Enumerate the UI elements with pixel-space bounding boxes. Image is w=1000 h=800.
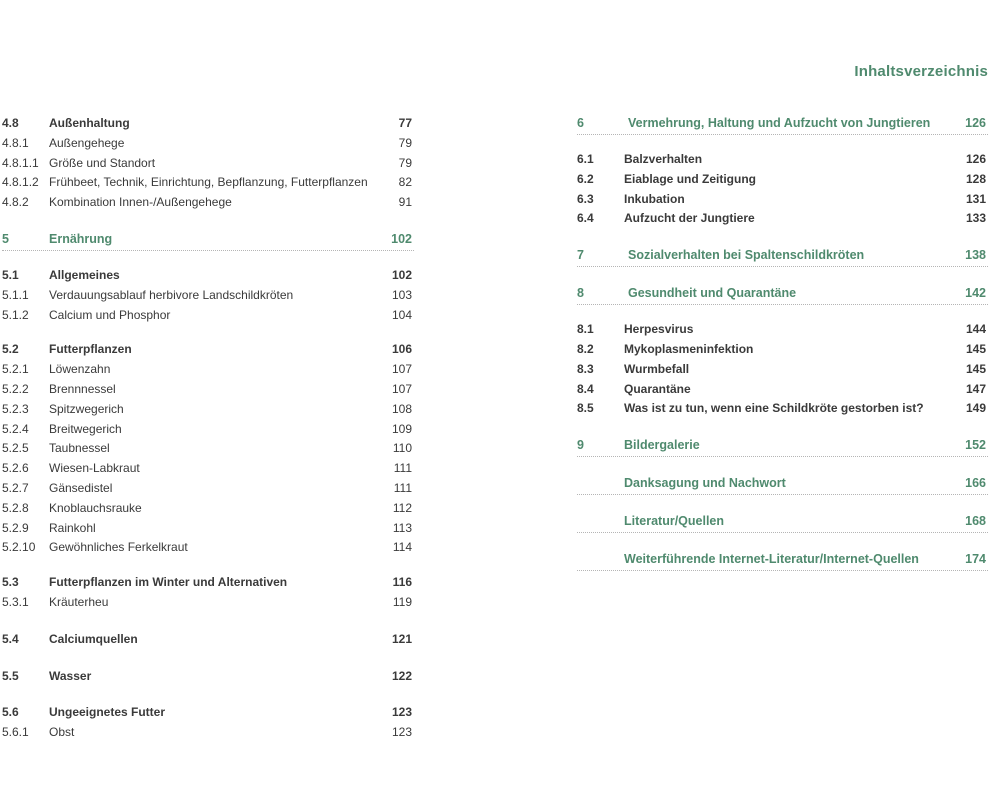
toc-number: 8.2: [577, 341, 594, 356]
toc-page: 123: [391, 725, 412, 740]
toc-title: Balzverhalten: [624, 152, 703, 166]
toc-page: 114: [392, 540, 412, 555]
toc-title: Herpesvirus: [624, 322, 694, 337]
toc-entry[interactable]: [2, 306, 414, 326]
toc-number: 5.4: [2, 631, 19, 646]
toc-chapter-heading[interactable]: [577, 284, 988, 305]
toc-entry[interactable]: [2, 573, 414, 593]
toc-number: 5.6: [2, 705, 19, 720]
toc-entry[interactable]: [2, 667, 414, 687]
toc-number: 5: [2, 231, 9, 246]
toc-title: Quarantäne: [624, 381, 691, 396]
toc-page: 102: [391, 267, 412, 282]
toc-number: 5.2.5: [2, 441, 29, 456]
toc-entry[interactable]: [2, 459, 414, 479]
toc-number: 5.2.9: [2, 520, 29, 535]
toc-number: 5.2.3: [2, 401, 29, 416]
toc-number: 6: [577, 116, 584, 130]
toc-page: 147: [965, 381, 986, 396]
toc-title: Ernährung: [49, 231, 113, 246]
toc-title: Calciumquellen: [49, 631, 138, 646]
toc-page: 102: [391, 231, 412, 246]
toc-number: 7: [577, 248, 584, 263]
page-title: Inhaltsverzeichnis: [854, 63, 988, 80]
toc-number: 8.3: [577, 361, 594, 376]
toc-title: Breitwegerich: [49, 421, 122, 436]
toc-title: Außengehege: [49, 135, 125, 150]
toc-entry[interactable]: [577, 360, 988, 380]
toc-entry[interactable]: [2, 420, 414, 440]
toc-title: Danksagung und Nachwort: [624, 476, 786, 491]
toc-page: 113: [392, 520, 412, 535]
toc-number: 5.1.1: [2, 287, 29, 302]
toc-number: 4.8.1: [2, 135, 29, 150]
toc-title: Löwenzahn: [49, 362, 111, 377]
toc-number: 5.2.4: [2, 421, 29, 436]
toc-number: 5.5: [2, 668, 19, 683]
toc-entry[interactable]: [577, 320, 988, 340]
toc-page: 108: [391, 401, 412, 416]
toc-number: 6.1: [577, 152, 594, 166]
toc-page: 91: [398, 195, 412, 210]
toc-number: 5.6.1: [2, 725, 29, 740]
toc-entry[interactable]: [577, 380, 988, 400]
toc-entry[interactable]: [2, 173, 414, 193]
toc-page: 138: [965, 248, 986, 263]
toc-title: Sozialverhalten bei Spaltenschildkröten: [628, 248, 865, 263]
toc-page: 111: [393, 461, 412, 476]
toc-entry[interactable]: [2, 593, 414, 613]
toc-chapter-heading[interactable]: [577, 512, 988, 533]
toc-number: 5.2.8: [2, 500, 29, 515]
toc-page: 103: [391, 287, 412, 302]
toc-page: 109: [391, 421, 412, 436]
toc-page: 112: [392, 500, 412, 515]
toc-number: 6.4: [577, 211, 594, 226]
toc-number: 8.4: [577, 381, 594, 396]
toc-page: 126: [965, 152, 986, 166]
toc-chapter-heading[interactable]: [577, 114, 988, 135]
toc-title: Frühbeet, Technik, Einrichtung, Bepflanzung, Futterpflanzen: [49, 175, 368, 190]
toc-left-column: [2, 114, 414, 743]
toc-page: 123: [391, 705, 412, 720]
toc-number: 8: [577, 286, 584, 301]
toc-page: 116: [392, 575, 412, 590]
toc-entry[interactable]: [2, 703, 414, 723]
toc-entry[interactable]: [2, 439, 414, 459]
toc-title: Obst: [49, 725, 75, 740]
toc-page: 107: [391, 362, 412, 377]
toc-entry[interactable]: [2, 723, 414, 743]
toc-title: Wiesen-Labkraut: [49, 461, 140, 476]
toc-number: 5.2.7: [2, 480, 29, 495]
toc-page: 122: [391, 668, 412, 683]
toc-entry[interactable]: [2, 479, 414, 499]
toc-entry[interactable]: [2, 499, 414, 519]
toc-title: Größe und Standort: [49, 155, 156, 170]
toc-number: 4.8.1.2: [2, 175, 39, 190]
toc-entry[interactable]: [2, 360, 414, 380]
toc-page: 142: [965, 286, 986, 301]
toc-page: 145: [965, 341, 986, 356]
toc-title: Kräuterheu: [49, 594, 109, 609]
toc-chapter-heading[interactable]: [577, 550, 988, 571]
toc-title: Außenhaltung: [49, 116, 130, 130]
toc-number: 5.2.1: [2, 362, 29, 377]
toc-number: 5.2: [2, 342, 19, 357]
toc-entry[interactable]: [2, 519, 414, 539]
toc-number: 8.5: [577, 401, 594, 416]
toc-chapter-heading[interactable]: [577, 436, 988, 457]
toc-entry[interactable]: [577, 209, 988, 229]
toc-title: Taubnessel: [49, 441, 110, 456]
toc-page: 77: [398, 116, 412, 130]
toc-title: Kombination Innen-/Außengehege: [49, 195, 232, 210]
toc-entry[interactable]: [2, 154, 414, 174]
toc-entry[interactable]: [2, 380, 414, 400]
toc-title: Wurmbefall: [624, 361, 690, 376]
toc-title: Inkubation: [624, 191, 685, 206]
toc-entry[interactable]: [577, 190, 988, 210]
toc-number: 5.3: [2, 575, 19, 590]
toc-title: Spitzwegerich: [49, 401, 124, 416]
toc-title: Gewöhnliches Ferkelkraut: [49, 540, 188, 555]
toc-title: Was ist zu tun, wenn eine Schildkröte gestorben ist?: [624, 401, 924, 416]
toc-entry[interactable]: [2, 266, 414, 286]
toc-entry[interactable]: [577, 340, 988, 360]
toc-entry[interactable]: [577, 150, 988, 170]
toc-chapter-heading[interactable]: [577, 474, 988, 495]
toc-title: Vermehrung, Haltung und Aufzucht von Jungtieren: [628, 116, 931, 130]
toc-page: 111: [393, 480, 412, 495]
toc-page: 144: [965, 322, 986, 337]
toc-page: 168: [965, 514, 986, 529]
toc-title: Mykoplasmeninfektion: [624, 341, 754, 356]
toc-page: 133: [965, 211, 986, 226]
toc-title: Eiablage und Zeitigung: [624, 171, 756, 186]
toc-title: Aufzucht der Jungtiere: [624, 211, 755, 226]
toc-page: 82: [398, 175, 412, 190]
toc-number: 5.3.1: [2, 594, 29, 609]
toc-number: 5.2.10: [2, 540, 36, 555]
toc-title: Brennnessel: [49, 381, 116, 396]
toc-title: Wasser: [49, 668, 92, 683]
toc-title: Calcium und Phosphor: [49, 307, 171, 322]
toc-number: 9: [577, 438, 584, 453]
toc-page: 106: [391, 342, 412, 357]
toc-number: 5.1.2: [2, 307, 29, 322]
toc-number: 5.2.6: [2, 461, 29, 476]
toc-page: 104: [391, 307, 412, 322]
toc-page: 128: [965, 171, 986, 186]
toc-number: 4.8: [2, 116, 19, 130]
toc-entry[interactable]: [2, 538, 414, 558]
toc-page: 131: [965, 191, 986, 206]
toc-number: 4.8.2: [2, 195, 29, 210]
toc-entry[interactable]: [577, 170, 988, 190]
toc-page: 107: [391, 381, 412, 396]
toc-number: 6.3: [577, 191, 594, 206]
toc-page: 152: [965, 438, 986, 453]
toc-page: 166: [965, 476, 986, 491]
toc-title: Verdauungsablauf herbivore Landschildkröten: [49, 287, 294, 302]
toc-title: Ungeeignetes Futter: [49, 705, 166, 720]
toc-entry[interactable]: [2, 400, 414, 420]
toc-page: 149: [965, 401, 986, 416]
toc-entry[interactable]: [2, 134, 414, 154]
toc-entry[interactable]: [2, 114, 414, 134]
toc-entry[interactable]: [2, 193, 414, 213]
toc-title: Gänsedistel: [49, 480, 113, 495]
toc-page: 145: [965, 361, 986, 376]
toc-number: 8.1: [577, 322, 594, 337]
toc-page: 79: [398, 135, 412, 150]
toc-entry[interactable]: [2, 340, 414, 360]
toc-page: 174: [965, 552, 986, 567]
toc-title: Rainkohl: [49, 520, 96, 535]
toc-title: Knoblauchsrauke: [49, 500, 142, 515]
toc-chapter-heading[interactable]: [2, 230, 414, 251]
toc-chapter-heading[interactable]: [577, 246, 988, 267]
toc-entry[interactable]: [2, 630, 414, 650]
toc-entry[interactable]: [2, 286, 414, 306]
toc-number: 6.2: [577, 171, 594, 186]
toc-title: Gesundheit und Quarantäne: [628, 286, 797, 301]
toc-title: Futterpflanzen: [49, 342, 132, 357]
toc-number: 5.2.2: [2, 381, 29, 396]
toc-number: 5.1: [2, 267, 19, 282]
toc-page: 119: [392, 594, 412, 609]
toc-page: 126: [965, 116, 986, 130]
toc-title: Allgemeines: [49, 267, 120, 282]
toc-right-column: [577, 114, 988, 571]
toc-title: Futterpflanzen im Winter und Alternativen: [49, 575, 288, 590]
toc-page: 110: [392, 441, 412, 456]
toc-number: 4.8.1.1: [2, 155, 39, 170]
toc-title: Weiterführende Internet-Literatur/Internet-Quellen: [624, 552, 919, 567]
toc-page: 121: [391, 631, 412, 646]
toc-page: 79: [398, 155, 412, 170]
toc-entry[interactable]: [577, 399, 988, 419]
toc-title: Bildergalerie: [624, 438, 700, 453]
toc-title: Literatur/Quellen: [624, 514, 725, 529]
